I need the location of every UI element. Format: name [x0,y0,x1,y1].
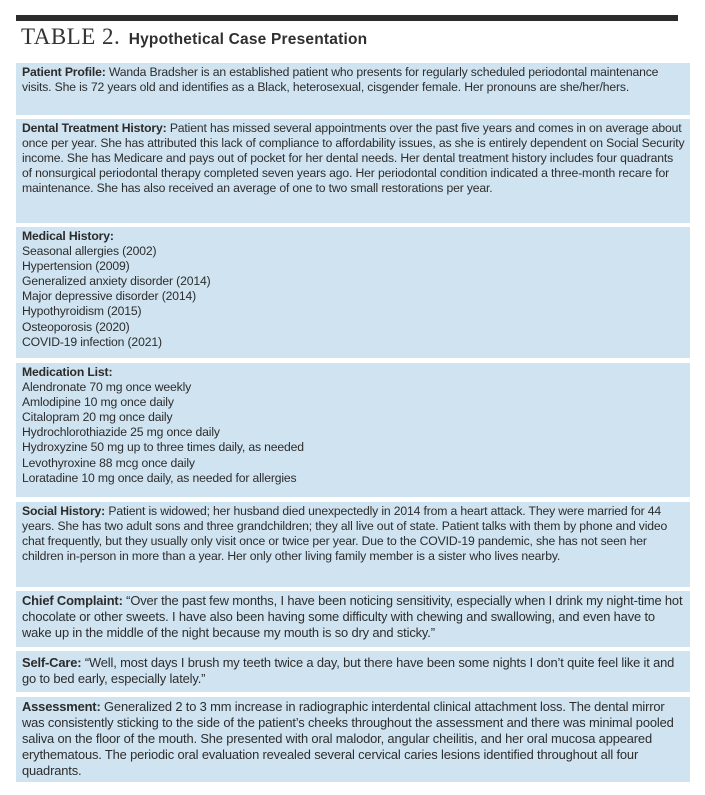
table-caption [21,24,367,52]
medication-item: Levothyroxine 88 mcg once daily [22,455,195,470]
dental-history-heading: Dental Treatment History: [22,121,167,135]
medication-list-panel [16,363,690,497]
social-history-text: Patient is widowed; her husband died unexpectedly in 2014 from a heart attack. They were married for 44 years. She has two adult sons and three grandchildren; they all live out of state. Patient talks with them by phone and video chat frequently, but they usually only visit once or twice per year. Due to the COVID-19 pandemic, she has not seen her children in-person in more than a year. Her only other living family member is a sister who lives nearby. [22,504,668,564]
dental-history-panel [16,119,690,223]
medication-item: Citalopram 20 mg once daily [22,410,173,425]
dental-history-text: Patient has missed several appointments over the past five years and comes in on average about once per year. She has attributed this lack of compliance to affordability issues, as she is entirely dependent on Social Security income. She has Medicare and pays out of pocket for her dental needs. Her dental treatment history includes four quadrants of nonsurgical periodontal therapy completed seven years ago. Her periodontal condition indicated a three-month recare for maintenance. She has also received an average of one to two small restorations per year. [22,121,685,196]
assessment-panel [16,697,690,782]
self-care-panel [16,651,690,692]
medication-item: Hydrochlorothiazide 25 mg once daily [22,425,220,440]
medical-history-item: Major depressive disorder (2014) [22,289,197,304]
top-rule [16,15,678,21]
table-number: TABLE 2. [21,24,121,49]
medical-history-item: Osteoporosis (2020) [22,319,130,334]
self-care-text: “Well, most days I brush my teeth twice a day, but there have been some nights I don’t quite feel like it and go to bed early, especially lately.” [22,655,675,686]
self-care-heading: Self-Care: [22,655,82,670]
medical-history-item: Hypothyroidism (2015) [22,304,142,319]
medication-item: Hydroxyzine 50 mg up to three times daily, as needed [22,440,304,455]
medical-history-panel [16,227,690,358]
medication-list-heading: Medication List: [22,365,113,379]
medical-history-item: Seasonal allergies (2002) [22,244,157,259]
medication-item: Alendronate 70 mg once weekly [22,380,192,395]
chief-complaint-heading: Chief Complaint: [22,593,123,608]
chief-complaint-panel [16,591,690,647]
medical-history-heading: Medical History: [22,229,114,243]
chief-complaint-text: “Over the past few months, I have been noticing sensitivity, especially when I drink my night-time hot chocolate or other sweets. I have also been having some difficulty with chewing and swallowing, and even have to wake up in the middle of the night because my mouth is so dry and sticky.” [22,593,683,640]
social-history-panel [16,502,690,587]
assessment-heading: Assessment: [22,699,101,714]
patient-profile-panel [16,63,690,115]
medication-item: Loratadine 10 mg once daily, as needed for allergies [22,470,297,485]
medical-history-item: Generalized anxiety disorder (2014) [22,274,211,289]
medical-history-item: COVID-19 infection (2021) [22,334,162,349]
assessment-text: Generalized 2 to 3 mm increase in radiographic interdental clinical attachment loss. The dental mirror was consistently sticking to the side of the patient’s cheeks throughout the assessment and there was minimal pooled saliva on the floor of the mouth. She presented with oral malodor, angular cheilitis, and her oral mucosa appeared erythematous. The periodic oral evaluation revealed several cervical caries lesions identified throughout all four quadrants. [22,699,674,778]
medication-item: Amlodipine 10 mg once daily [22,395,174,410]
social-history-heading: Social History: [22,504,106,518]
patient-profile-text: Wanda Bradsher is an established patient who presents for regularly scheduled periodontal maintenance visits. She is 72 years old and identifies as a Black, heterosexual, cisgender female. Her pronouns are she/her/hers. [22,65,659,95]
medical-history-item: Hypertension (2009) [22,259,130,274]
patient-profile-heading: Patient Profile: [22,65,106,79]
table-title: Hypothetical Case Presentation [128,31,368,48]
